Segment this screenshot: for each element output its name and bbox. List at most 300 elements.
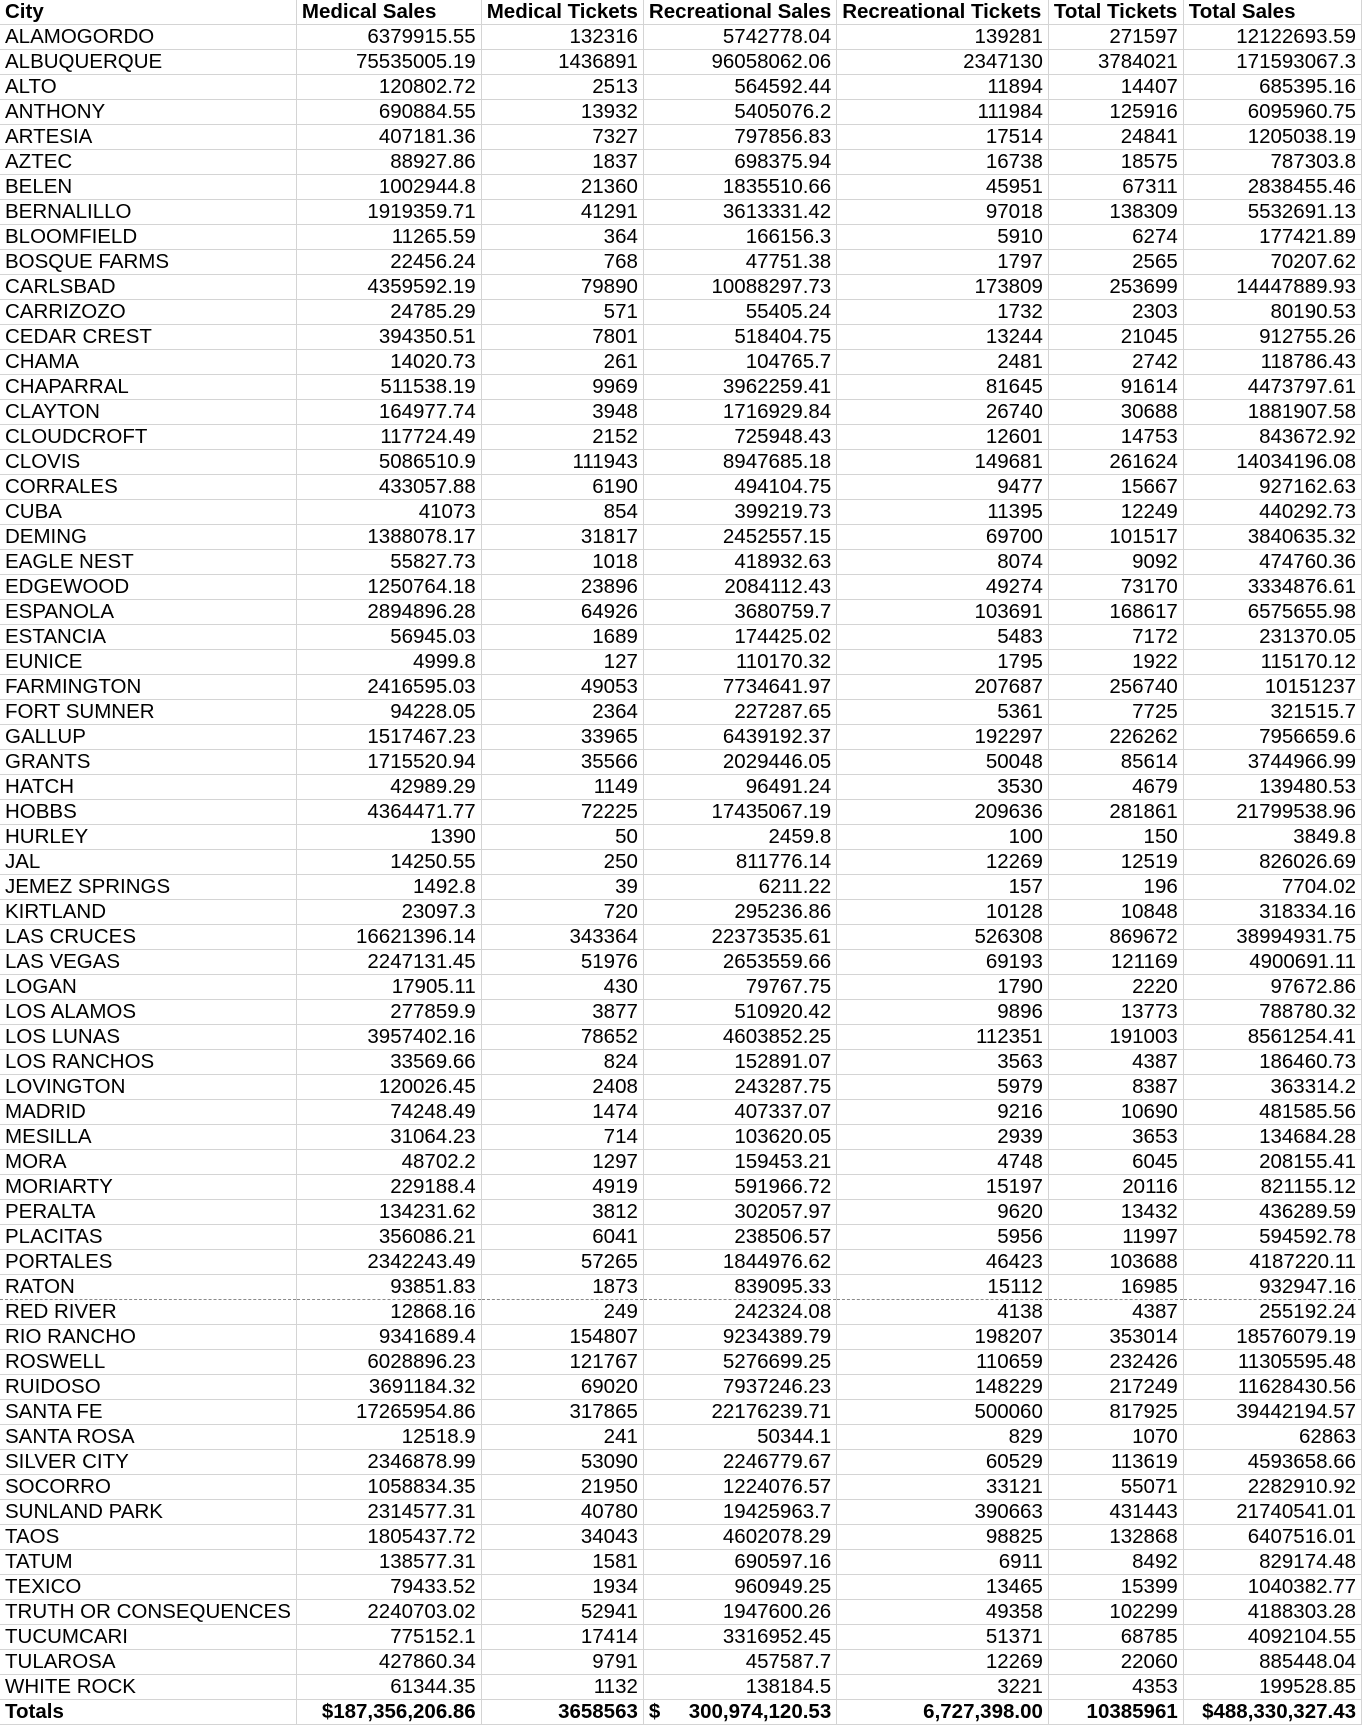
cell-recreational-tickets[interactable]: 9477 — [837, 475, 1049, 500]
cell-medical-tickets[interactable]: 52941 — [481, 1600, 643, 1625]
cell-total-sales[interactable]: 1881907.58 — [1183, 400, 1361, 425]
cell-total-sales[interactable]: 7704.02 — [1183, 875, 1361, 900]
cell-total-tickets[interactable]: 2220 — [1048, 975, 1183, 1000]
cell-medical-tickets[interactable]: 1689 — [481, 625, 643, 650]
cell-city[interactable]: CEDAR CREST — [0, 325, 296, 350]
cell-total-sales[interactable]: 97672.86 — [1183, 975, 1361, 1000]
cell-medical-tickets[interactable]: 571 — [481, 300, 643, 325]
cell-medical-sales[interactable]: 356086.21 — [296, 1225, 481, 1250]
cell-recreational-sales[interactable]: 79767.75 — [643, 975, 836, 1000]
cell-medical-tickets[interactable]: 51976 — [481, 950, 643, 975]
cell-city[interactable]: BERNALILLO — [0, 200, 296, 225]
cell-city[interactable]: ARTESIA — [0, 125, 296, 150]
cell-recreational-sales[interactable]: 166156.3 — [643, 225, 836, 250]
cell-medical-tickets[interactable]: 127 — [481, 650, 643, 675]
cell-city[interactable]: BOSQUE FARMS — [0, 250, 296, 275]
cell-medical-sales[interactable]: 12518.9 — [296, 1425, 481, 1450]
cell-total-sales[interactable]: 177421.89 — [1183, 225, 1361, 250]
cell-total-tickets[interactable]: 102299 — [1048, 1600, 1183, 1625]
cell-total-tickets[interactable]: 15667 — [1048, 475, 1183, 500]
cell-recreational-tickets[interactable]: 12601 — [837, 425, 1049, 450]
cell-medical-tickets[interactable]: 78652 — [481, 1025, 643, 1050]
cell-recreational-tickets[interactable]: 100 — [837, 825, 1049, 850]
cell-medical-sales[interactable]: 11265.59 — [296, 225, 481, 250]
cell-total-sales[interactable]: 14034196.08 — [1183, 450, 1361, 475]
cell-medical-tickets[interactable]: 2408 — [481, 1075, 643, 1100]
cell-city[interactable]: FARMINGTON — [0, 675, 296, 700]
cell-medical-sales[interactable]: 277859.9 — [296, 1000, 481, 1025]
cell-city[interactable]: JAL — [0, 850, 296, 875]
cell-total-tickets[interactable]: 10690 — [1048, 1100, 1183, 1125]
cell-medical-sales[interactable]: 3957402.16 — [296, 1025, 481, 1050]
cell-total-sales[interactable]: 70207.62 — [1183, 250, 1361, 275]
cell-total-sales[interactable]: 363314.2 — [1183, 1075, 1361, 1100]
cell-total-tickets[interactable]: 113619 — [1048, 1450, 1183, 1475]
cell-total-tickets[interactable]: 817925 — [1048, 1400, 1183, 1425]
cell-total-tickets[interactable]: 2303 — [1048, 300, 1183, 325]
cell-medical-sales[interactable]: 1250764.18 — [296, 575, 481, 600]
cell-medical-sales[interactable]: 14020.73 — [296, 350, 481, 375]
cell-total-sales[interactable]: 474760.36 — [1183, 550, 1361, 575]
cell-recreational-tickets[interactable]: 173809 — [837, 275, 1049, 300]
totals-label[interactable]: Totals — [0, 1700, 296, 1725]
cell-total-tickets[interactable]: 13773 — [1048, 1000, 1183, 1025]
cell-city[interactable]: GALLUP — [0, 725, 296, 750]
cell-total-tickets[interactable]: 85614 — [1048, 750, 1183, 775]
cell-city[interactable]: LOS RANCHOS — [0, 1050, 296, 1075]
cell-medical-sales[interactable]: 2247131.45 — [296, 950, 481, 975]
cell-total-sales[interactable]: 6095960.75 — [1183, 100, 1361, 125]
cell-total-tickets[interactable]: 281861 — [1048, 800, 1183, 825]
cell-medical-sales[interactable]: 1058834.35 — [296, 1475, 481, 1500]
totals-recreational-sales-cell[interactable] — [643, 1700, 836, 1725]
cell-total-tickets[interactable]: 55071 — [1048, 1475, 1183, 1500]
cell-medical-tickets[interactable]: 3948 — [481, 400, 643, 425]
cell-recreational-tickets[interactable]: 50048 — [837, 750, 1049, 775]
cell-total-tickets[interactable]: 353014 — [1048, 1325, 1183, 1350]
header-medical-tickets[interactable]: Medical Tickets — [481, 0, 643, 25]
cell-medical-sales[interactable]: 75535005.19 — [296, 50, 481, 75]
cell-recreational-sales[interactable]: 3962259.41 — [643, 375, 836, 400]
cell-recreational-sales[interactable]: 839095.33 — [643, 1275, 836, 1300]
cell-total-tickets[interactable]: 30688 — [1048, 400, 1183, 425]
cell-recreational-sales[interactable]: 4603852.25 — [643, 1025, 836, 1050]
cell-medical-sales[interactable]: 48702.2 — [296, 1150, 481, 1175]
header-city[interactable]: City — [0, 0, 296, 25]
cell-recreational-tickets[interactable]: 81645 — [837, 375, 1049, 400]
cell-recreational-tickets[interactable]: 13244 — [837, 325, 1049, 350]
cell-total-sales[interactable]: 10151237 — [1183, 675, 1361, 700]
cell-recreational-sales[interactable]: 55405.24 — [643, 300, 836, 325]
cell-city[interactable]: LOS ALAMOS — [0, 1000, 296, 1025]
cell-medical-tickets[interactable]: 1581 — [481, 1550, 643, 1575]
cell-recreational-sales[interactable]: 174425.02 — [643, 625, 836, 650]
cell-medical-sales[interactable]: 74248.49 — [296, 1100, 481, 1125]
cell-total-sales[interactable]: 3849.8 — [1183, 825, 1361, 850]
cell-recreational-tickets[interactable]: 1797 — [837, 250, 1049, 275]
cell-city[interactable]: CLAYTON — [0, 400, 296, 425]
cell-total-sales[interactable]: 18576079.19 — [1183, 1325, 1361, 1350]
cell-recreational-tickets[interactable]: 6911 — [837, 1550, 1049, 1575]
header-total-tickets[interactable]: Total Tickets — [1048, 0, 1183, 25]
cell-recreational-tickets[interactable]: 110659 — [837, 1350, 1049, 1375]
cell-total-tickets[interactable]: 431443 — [1048, 1500, 1183, 1525]
cell-medical-sales[interactable]: 4999.8 — [296, 650, 481, 675]
cell-medical-tickets[interactable]: 7327 — [481, 125, 643, 150]
cell-medical-tickets[interactable]: 1934 — [481, 1575, 643, 1600]
cell-total-sales[interactable]: 826026.69 — [1183, 850, 1361, 875]
cell-medical-tickets[interactable]: 132316 — [481, 25, 643, 50]
cell-medical-tickets[interactable]: 121767 — [481, 1350, 643, 1375]
cell-recreational-tickets[interactable]: 13465 — [837, 1575, 1049, 1600]
cell-recreational-tickets[interactable]: 15197 — [837, 1175, 1049, 1200]
cell-city[interactable]: ALBUQUERQUE — [0, 50, 296, 75]
cell-city[interactable]: RUIDOSO — [0, 1375, 296, 1400]
cell-city[interactable]: ESTANCIA — [0, 625, 296, 650]
cell-recreational-tickets[interactable]: 9620 — [837, 1200, 1049, 1225]
cell-total-tickets[interactable]: 20116 — [1048, 1175, 1183, 1200]
cell-medical-tickets[interactable]: 154807 — [481, 1325, 643, 1350]
cell-city[interactable]: ALAMOGORDO — [0, 25, 296, 50]
cell-medical-sales[interactable]: 6379915.55 — [296, 25, 481, 50]
cell-city[interactable]: TRUTH OR CONSEQUENCES — [0, 1600, 296, 1625]
cell-recreational-tickets[interactable]: 17514 — [837, 125, 1049, 150]
cell-medical-tickets[interactable]: 1149 — [481, 775, 643, 800]
cell-recreational-tickets[interactable]: 149681 — [837, 450, 1049, 475]
cell-city[interactable]: DEMING — [0, 525, 296, 550]
cell-recreational-tickets[interactable]: 12269 — [837, 1650, 1049, 1675]
cell-total-sales[interactable]: 4187220.11 — [1183, 1250, 1361, 1275]
cell-total-sales[interactable]: 62863 — [1183, 1425, 1361, 1450]
cell-total-sales[interactable]: 4188303.28 — [1183, 1600, 1361, 1625]
cell-recreational-tickets[interactable]: 12269 — [837, 850, 1049, 875]
cell-recreational-sales[interactable]: 811776.14 — [643, 850, 836, 875]
cell-city[interactable]: LAS CRUCES — [0, 925, 296, 950]
cell-total-tickets[interactable]: 2565 — [1048, 250, 1183, 275]
cell-total-tickets[interactable]: 168617 — [1048, 600, 1183, 625]
cell-recreational-tickets[interactable]: 4138 — [837, 1300, 1049, 1325]
cell-total-tickets[interactable]: 1070 — [1048, 1425, 1183, 1450]
cell-city[interactable]: SILVER CITY — [0, 1450, 296, 1475]
cell-medical-sales[interactable]: 4364471.77 — [296, 800, 481, 825]
cell-recreational-tickets[interactable]: 5910 — [837, 225, 1049, 250]
cell-total-tickets[interactable]: 103688 — [1048, 1250, 1183, 1275]
cell-total-tickets[interactable]: 14753 — [1048, 425, 1183, 450]
cell-medical-tickets[interactable]: 72225 — [481, 800, 643, 825]
cell-recreational-tickets[interactable]: 5956 — [837, 1225, 1049, 1250]
cell-total-tickets[interactable]: 101517 — [1048, 525, 1183, 550]
cell-city[interactable]: RATON — [0, 1275, 296, 1300]
cell-recreational-sales[interactable]: 564592.44 — [643, 75, 836, 100]
cell-recreational-tickets[interactable]: 46423 — [837, 1250, 1049, 1275]
cell-medical-sales[interactable]: 433057.88 — [296, 475, 481, 500]
cell-medical-tickets[interactable]: 6190 — [481, 475, 643, 500]
cell-recreational-sales[interactable]: 22176239.71 — [643, 1400, 836, 1425]
cell-recreational-tickets[interactable]: 5483 — [837, 625, 1049, 650]
cell-total-sales[interactable]: 21799538.96 — [1183, 800, 1361, 825]
cell-recreational-tickets[interactable]: 2939 — [837, 1125, 1049, 1150]
cell-medical-sales[interactable]: 1805437.72 — [296, 1525, 481, 1550]
cell-recreational-sales[interactable]: 1716929.84 — [643, 400, 836, 425]
cell-medical-sales[interactable]: 31064.23 — [296, 1125, 481, 1150]
cell-medical-tickets[interactable]: 1018 — [481, 550, 643, 575]
cell-city[interactable]: CORRALES — [0, 475, 296, 500]
cell-recreational-sales[interactable]: 6439192.37 — [643, 725, 836, 750]
cell-medical-sales[interactable]: 17905.11 — [296, 975, 481, 1000]
cell-recreational-sales[interactable]: 494104.75 — [643, 475, 836, 500]
cell-total-tickets[interactable]: 3653 — [1048, 1125, 1183, 1150]
cell-medical-sales[interactable]: 41073 — [296, 500, 481, 525]
cell-recreational-sales[interactable]: 96058062.06 — [643, 50, 836, 75]
cell-total-tickets[interactable]: 12249 — [1048, 500, 1183, 525]
cell-medical-tickets[interactable]: 50 — [481, 825, 643, 850]
cell-city[interactable]: SOCORRO — [0, 1475, 296, 1500]
cell-medical-tickets[interactable]: 23896 — [481, 575, 643, 600]
cell-total-tickets[interactable]: 12519 — [1048, 850, 1183, 875]
cell-recreational-tickets[interactable]: 3563 — [837, 1050, 1049, 1075]
totals-total-sales[interactable]: $488,330,327.43 — [1183, 1700, 1361, 1725]
cell-recreational-tickets[interactable]: 26740 — [837, 400, 1049, 425]
cell-medical-sales[interactable]: 5086510.9 — [296, 450, 481, 475]
cell-total-tickets[interactable]: 7725 — [1048, 700, 1183, 725]
cell-city[interactable]: RED RIVER — [0, 1300, 296, 1325]
header-recreational-sales[interactable]: Recreational Sales — [643, 0, 836, 25]
cell-recreational-sales[interactable]: 138184.5 — [643, 1675, 836, 1700]
cell-total-tickets[interactable]: 68785 — [1048, 1625, 1183, 1650]
cell-total-tickets[interactable]: 196 — [1048, 875, 1183, 900]
cell-medical-tickets[interactable]: 13932 — [481, 100, 643, 125]
cell-medical-sales[interactable]: 2314577.31 — [296, 1500, 481, 1525]
cell-total-sales[interactable]: 321515.7 — [1183, 700, 1361, 725]
cell-recreational-sales[interactable]: 418932.63 — [643, 550, 836, 575]
cell-recreational-sales[interactable]: 227287.65 — [643, 700, 836, 725]
cell-medical-tickets[interactable]: 9969 — [481, 375, 643, 400]
cell-total-sales[interactable]: 829174.48 — [1183, 1550, 1361, 1575]
cell-total-sales[interactable]: 685395.16 — [1183, 75, 1361, 100]
cell-medical-tickets[interactable]: 250 — [481, 850, 643, 875]
cell-recreational-sales[interactable]: 159453.21 — [643, 1150, 836, 1175]
cell-recreational-sales[interactable]: 2653559.66 — [643, 950, 836, 975]
cell-recreational-tickets[interactable]: 5979 — [837, 1075, 1049, 1100]
cell-total-tickets[interactable]: 21045 — [1048, 325, 1183, 350]
cell-total-sales[interactable]: 2838455.46 — [1183, 175, 1361, 200]
cell-medical-tickets[interactable]: 2152 — [481, 425, 643, 450]
cell-medical-tickets[interactable]: 824 — [481, 1050, 643, 1075]
cell-total-tickets[interactable]: 2742 — [1048, 350, 1183, 375]
cell-total-tickets[interactable]: 150 — [1048, 825, 1183, 850]
cell-recreational-tickets[interactable]: 11395 — [837, 500, 1049, 525]
cell-medical-sales[interactable]: 9341689.4 — [296, 1325, 481, 1350]
cell-recreational-sales[interactable]: 22373535.61 — [643, 925, 836, 950]
cell-medical-sales[interactable]: 511538.19 — [296, 375, 481, 400]
cell-recreational-sales[interactable]: 10088297.73 — [643, 275, 836, 300]
cell-medical-tickets[interactable]: 6041 — [481, 1225, 643, 1250]
cell-total-sales[interactable]: 1040382.77 — [1183, 1575, 1361, 1600]
cell-medical-tickets[interactable]: 3877 — [481, 1000, 643, 1025]
cell-medical-sales[interactable]: 14250.55 — [296, 850, 481, 875]
cell-total-tickets[interactable]: 253699 — [1048, 275, 1183, 300]
cell-medical-sales[interactable]: 61344.35 — [296, 1675, 481, 1700]
cell-total-tickets[interactable]: 7172 — [1048, 625, 1183, 650]
cell-recreational-tickets[interactable]: 10128 — [837, 900, 1049, 925]
cell-city[interactable]: LOVINGTON — [0, 1075, 296, 1100]
cell-recreational-tickets[interactable]: 192297 — [837, 725, 1049, 750]
cell-total-sales[interactable]: 4900691.11 — [1183, 950, 1361, 975]
cell-medical-sales[interactable]: 1517467.23 — [296, 725, 481, 750]
cell-medical-tickets[interactable]: 2364 — [481, 700, 643, 725]
cell-medical-tickets[interactable]: 53090 — [481, 1450, 643, 1475]
cell-medical-tickets[interactable]: 249 — [481, 1300, 643, 1325]
cell-medical-tickets[interactable]: 33965 — [481, 725, 643, 750]
cell-total-sales[interactable]: 255192.24 — [1183, 1300, 1361, 1325]
cell-total-sales[interactable]: 4092104.55 — [1183, 1625, 1361, 1650]
cell-medical-tickets[interactable]: 57265 — [481, 1250, 643, 1275]
cell-city[interactable]: CARRIZOZO — [0, 300, 296, 325]
cell-medical-sales[interactable]: 1002944.8 — [296, 175, 481, 200]
cell-total-sales[interactable]: 8561254.41 — [1183, 1025, 1361, 1050]
cell-recreational-tickets[interactable]: 1732 — [837, 300, 1049, 325]
cell-recreational-tickets[interactable]: 103691 — [837, 600, 1049, 625]
cell-city[interactable]: SANTA ROSA — [0, 1425, 296, 1450]
cell-recreational-tickets[interactable]: 49274 — [837, 575, 1049, 600]
cell-recreational-tickets[interactable]: 111984 — [837, 100, 1049, 125]
cell-total-tickets[interactable]: 14407 — [1048, 75, 1183, 100]
cell-total-sales[interactable]: 3334876.61 — [1183, 575, 1361, 600]
cell-medical-sales[interactable]: 56945.03 — [296, 625, 481, 650]
cell-city[interactable]: ANTHONY — [0, 100, 296, 125]
cell-recreational-sales[interactable]: 2029446.05 — [643, 750, 836, 775]
cell-total-sales[interactable]: 2282910.92 — [1183, 1475, 1361, 1500]
cell-recreational-tickets[interactable]: 390663 — [837, 1500, 1049, 1525]
cell-medical-sales[interactable]: 138577.31 — [296, 1550, 481, 1575]
cell-recreational-sales[interactable]: 243287.75 — [643, 1075, 836, 1100]
cell-city[interactable]: TEXICO — [0, 1575, 296, 1600]
header-total-sales[interactable]: Total Sales — [1183, 0, 1361, 25]
cell-city[interactable]: MADRID — [0, 1100, 296, 1125]
cell-total-sales[interactable]: 231370.05 — [1183, 625, 1361, 650]
cell-medical-sales[interactable]: 16621396.14 — [296, 925, 481, 950]
cell-recreational-tickets[interactable]: 148229 — [837, 1375, 1049, 1400]
cell-medical-sales[interactable]: 2416595.03 — [296, 675, 481, 700]
cell-total-tickets[interactable]: 121169 — [1048, 950, 1183, 975]
cell-medical-tickets[interactable]: 768 — [481, 250, 643, 275]
cell-total-sales[interactable]: 7956659.6 — [1183, 725, 1361, 750]
cell-total-sales[interactable]: 440292.73 — [1183, 500, 1361, 525]
cell-city[interactable]: LOS LUNAS — [0, 1025, 296, 1050]
cell-recreational-tickets[interactable]: 3530 — [837, 775, 1049, 800]
cell-recreational-tickets[interactable]: 1790 — [837, 975, 1049, 1000]
cell-total-sales[interactable]: 11628430.56 — [1183, 1375, 1361, 1400]
cell-city[interactable]: FORT SUMNER — [0, 700, 296, 725]
cell-medical-tickets[interactable]: 49053 — [481, 675, 643, 700]
cell-recreational-tickets[interactable]: 4748 — [837, 1150, 1049, 1175]
cell-total-tickets[interactable]: 4387 — [1048, 1300, 1183, 1325]
cell-total-tickets[interactable]: 13432 — [1048, 1200, 1183, 1225]
cell-recreational-sales[interactable]: 797856.83 — [643, 125, 836, 150]
cell-medical-sales[interactable]: 93851.83 — [296, 1275, 481, 1300]
cell-recreational-sales[interactable]: 457587.7 — [643, 1650, 836, 1675]
cell-city[interactable]: TUCUMCARI — [0, 1625, 296, 1650]
cell-medical-sales[interactable]: 1919359.71 — [296, 200, 481, 225]
cell-medical-tickets[interactable]: 317865 — [481, 1400, 643, 1425]
totals-medical-tickets[interactable]: 3658563 — [481, 1700, 643, 1725]
cell-medical-tickets[interactable]: 41291 — [481, 200, 643, 225]
cell-medical-sales[interactable]: 394350.51 — [296, 325, 481, 350]
cell-recreational-tickets[interactable]: 97018 — [837, 200, 1049, 225]
cell-medical-sales[interactable]: 2342243.49 — [296, 1250, 481, 1275]
cell-total-sales[interactable]: 115170.12 — [1183, 650, 1361, 675]
cell-total-sales[interactable]: 4473797.61 — [1183, 375, 1361, 400]
cell-medical-sales[interactable]: 79433.52 — [296, 1575, 481, 1600]
cell-medical-tickets[interactable]: 1474 — [481, 1100, 643, 1125]
cell-recreational-sales[interactable]: 5405076.2 — [643, 100, 836, 125]
cell-medical-tickets[interactable]: 69020 — [481, 1375, 643, 1400]
cell-recreational-sales[interactable]: 19425963.7 — [643, 1500, 836, 1525]
cell-city[interactable]: SUNLAND PARK — [0, 1500, 296, 1525]
cell-medical-tickets[interactable]: 714 — [481, 1125, 643, 1150]
cell-medical-sales[interactable]: 775152.1 — [296, 1625, 481, 1650]
cell-medical-sales[interactable]: 24785.29 — [296, 300, 481, 325]
cell-total-sales[interactable]: 787303.8 — [1183, 150, 1361, 175]
cell-recreational-sales[interactable]: 960949.25 — [643, 1575, 836, 1600]
cell-total-sales[interactable]: 821155.12 — [1183, 1175, 1361, 1200]
cell-recreational-sales[interactable]: 295236.86 — [643, 900, 836, 925]
cell-medical-tickets[interactable]: 1837 — [481, 150, 643, 175]
cell-total-tickets[interactable]: 18575 — [1048, 150, 1183, 175]
cell-recreational-sales[interactable]: 399219.73 — [643, 500, 836, 525]
cell-medical-sales[interactable]: 88927.86 — [296, 150, 481, 175]
cell-total-tickets[interactable]: 256740 — [1048, 675, 1183, 700]
cell-total-sales[interactable]: 5532691.13 — [1183, 200, 1361, 225]
cell-medical-tickets[interactable]: 9791 — [481, 1650, 643, 1675]
cell-total-tickets[interactable]: 8387 — [1048, 1075, 1183, 1100]
cell-recreational-sales[interactable]: 5742778.04 — [643, 25, 836, 50]
cell-recreational-sales[interactable]: 152891.07 — [643, 1050, 836, 1075]
cell-total-sales[interactable]: 3744966.99 — [1183, 750, 1361, 775]
cell-city[interactable]: CHAMA — [0, 350, 296, 375]
cell-recreational-sales[interactable]: 17435067.19 — [643, 800, 836, 825]
cell-total-tickets[interactable]: 16985 — [1048, 1275, 1183, 1300]
cell-city[interactable]: CLOUDCROFT — [0, 425, 296, 450]
cell-total-tickets[interactable]: 125916 — [1048, 100, 1183, 125]
cell-recreational-sales[interactable]: 242324.08 — [643, 1300, 836, 1325]
cell-city[interactable]: CLOVIS — [0, 450, 296, 475]
cell-total-sales[interactable]: 318334.16 — [1183, 900, 1361, 925]
cell-medical-sales[interactable]: 164977.74 — [296, 400, 481, 425]
cell-medical-sales[interactable]: 1388078.17 — [296, 525, 481, 550]
cell-medical-sales[interactable]: 3691184.32 — [296, 1375, 481, 1400]
cell-medical-sales[interactable]: 94228.05 — [296, 700, 481, 725]
cell-recreational-tickets[interactable]: 69193 — [837, 950, 1049, 975]
cell-recreational-sales[interactable]: 3316952.45 — [643, 1625, 836, 1650]
cell-recreational-sales[interactable]: 3613331.42 — [643, 200, 836, 225]
cell-recreational-tickets[interactable]: 49358 — [837, 1600, 1049, 1625]
cell-city[interactable]: HATCH — [0, 775, 296, 800]
cell-total-sales[interactable]: 39442194.57 — [1183, 1400, 1361, 1425]
cell-medical-sales[interactable]: 55827.73 — [296, 550, 481, 575]
cell-recreational-sales[interactable]: 103620.05 — [643, 1125, 836, 1150]
cell-city[interactable]: TATUM — [0, 1550, 296, 1575]
cell-medical-sales[interactable]: 2346878.99 — [296, 1450, 481, 1475]
cell-total-sales[interactable]: 186460.73 — [1183, 1050, 1361, 1075]
cell-medical-tickets[interactable]: 2513 — [481, 75, 643, 100]
cell-recreational-tickets[interactable]: 9896 — [837, 1000, 1049, 1025]
cell-recreational-tickets[interactable]: 98825 — [837, 1525, 1049, 1550]
cell-recreational-sales[interactable]: 725948.43 — [643, 425, 836, 450]
cell-city[interactable]: PLACITAS — [0, 1225, 296, 1250]
cell-recreational-sales[interactable]: 47751.38 — [643, 250, 836, 275]
cell-medical-sales[interactable]: 4359592.19 — [296, 275, 481, 300]
